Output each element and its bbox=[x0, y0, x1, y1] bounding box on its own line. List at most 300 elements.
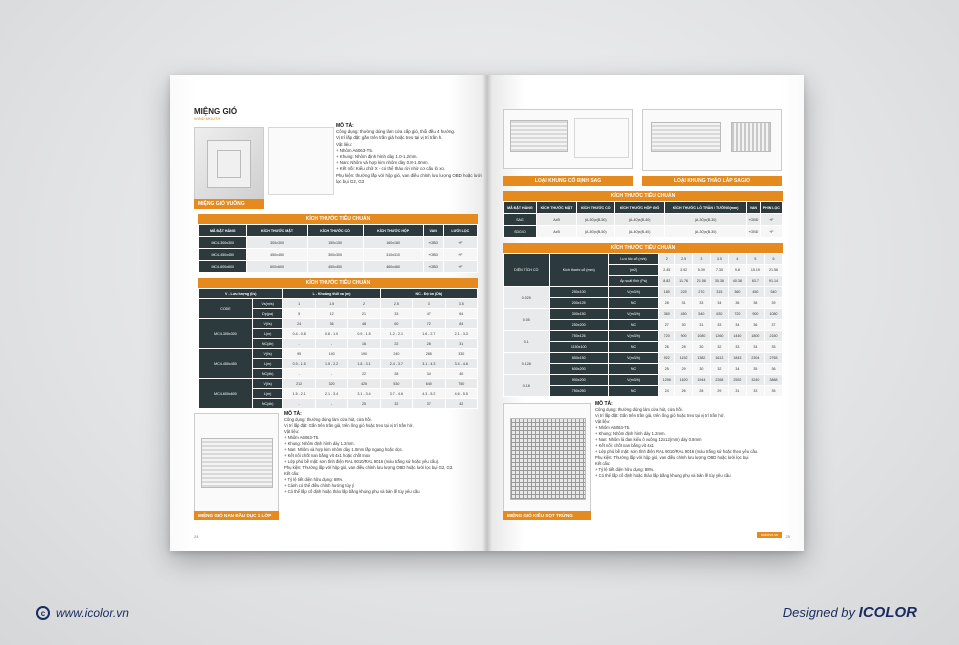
table-cell: 16 bbox=[348, 339, 380, 349]
table-cell: 0.9 - 1.5 bbox=[283, 359, 315, 369]
page-number: 25 bbox=[785, 534, 790, 539]
table-cell: Dp(pa) bbox=[252, 309, 283, 319]
table-cell: 270 bbox=[692, 287, 710, 298]
copyright-icon: c bbox=[36, 606, 50, 620]
table-cell: LƯỚI LỌC bbox=[443, 225, 477, 237]
table-cell: 3.5 bbox=[710, 254, 728, 265]
table-cell: 1150x100 bbox=[549, 342, 608, 353]
table-cell: 33 bbox=[692, 298, 710, 309]
frame-size-table bbox=[503, 201, 783, 238]
table-cell: 39 bbox=[764, 298, 782, 309]
table-cell: VAN bbox=[423, 225, 443, 237]
table-cell: 1.5 bbox=[315, 299, 347, 309]
table-cell: 28 bbox=[675, 342, 693, 353]
description-line: + Có thể lắp cố định hoặc tháo lắp bằng khung phụ và bản lề tùy yêu cầu bbox=[595, 473, 731, 478]
table-cell: NC bbox=[608, 364, 658, 375]
table-row bbox=[199, 379, 478, 389]
table-cell: 180 bbox=[659, 287, 675, 298]
table-cell: 5 bbox=[283, 309, 315, 319]
table-cell: 160x160 bbox=[363, 237, 423, 249]
table-row bbox=[504, 214, 783, 226]
table-cell: 37 bbox=[413, 399, 445, 409]
table-row bbox=[199, 237, 478, 249]
table-cell: VAN bbox=[747, 202, 760, 214]
description-line: + Khung: Nhôm định hình dày 1.2mm. bbox=[595, 431, 666, 436]
table-cell: 1613 bbox=[710, 353, 728, 364]
table-cell: 35 bbox=[764, 342, 782, 353]
table-cell: 225 bbox=[675, 287, 693, 298]
table-cell: 11.76 bbox=[675, 276, 693, 287]
table-cell: 95 bbox=[283, 349, 315, 359]
table-cell: 212 bbox=[283, 379, 315, 389]
table-cell: 48 bbox=[348, 319, 380, 329]
table-cell: 4 bbox=[728, 254, 746, 265]
table-cell: NC bbox=[608, 386, 658, 397]
technical-drawing bbox=[268, 127, 334, 195]
table-cell: MÃ ĐẶT HÀNG bbox=[199, 225, 247, 237]
table-cell: L(m) bbox=[252, 359, 283, 369]
table-cell: 720 bbox=[659, 331, 675, 342]
table-cell: 3.4 - 4.6 bbox=[445, 359, 478, 369]
table-cell: Lưu tốc cổ (m/s) bbox=[608, 254, 658, 265]
page-title: MIỆNG GIÓ bbox=[194, 107, 238, 116]
table-cell: KÍCH THƯỚC HỘP bbox=[363, 225, 423, 237]
table-cell: 4.6 - 5.5 bbox=[445, 389, 478, 399]
table-cell: 34 bbox=[728, 364, 746, 375]
table-cell: V(m3/h) bbox=[608, 375, 658, 386]
table-cell: 35 bbox=[764, 386, 782, 397]
table-row bbox=[199, 289, 478, 299]
table-cell: 285 bbox=[413, 349, 445, 359]
table-row bbox=[199, 249, 478, 261]
description-title: MÔ TẢ: bbox=[336, 123, 354, 129]
table-cell: 91.14 bbox=[764, 276, 782, 287]
description-line: Vật liệu: bbox=[284, 429, 300, 434]
airflow-table bbox=[503, 253, 783, 397]
description-line: Công dụng: thường dùng làm cửa cấp gió, thổi đều 4 hướng. bbox=[336, 129, 456, 135]
table-band: KÍCH THƯỚC TIÊU CHUẨN bbox=[503, 191, 783, 201]
table-cell: PHIN LỌC bbox=[760, 202, 782, 214]
table-cell: MC4-300x300 bbox=[199, 237, 247, 249]
table-cell: 2.1 - 3.4 bbox=[315, 389, 347, 399]
table-cell: 1.2 - 2.1 bbox=[380, 329, 412, 339]
table-cell: 2268 bbox=[710, 375, 728, 386]
table-cell: 64 bbox=[445, 309, 478, 319]
description-block bbox=[336, 123, 484, 185]
table-cell: 1.6 - 2.7 bbox=[413, 329, 445, 339]
table-band: KÍCH THƯỚC TIÊU CHUẨN bbox=[503, 243, 783, 253]
description-line: + Kết nối: chốt nan bằng vít 4x1 bbox=[595, 443, 655, 448]
table-cell: 2160 bbox=[764, 331, 782, 342]
left-page bbox=[170, 75, 487, 551]
description-line: Kết cấu: bbox=[284, 471, 300, 476]
table-cell: - bbox=[283, 339, 315, 349]
description-line: Công dụng: thường dùng làm cửa hút, cửa hồi. bbox=[284, 417, 372, 422]
table-cell: DIỆN TÍCH CỔ bbox=[504, 254, 550, 287]
table-cell: (A-50)x(B-50) bbox=[577, 214, 615, 226]
table-cell: 31 bbox=[675, 298, 693, 309]
table-cell: 300x150 bbox=[549, 309, 608, 320]
table-cell: 2592 bbox=[728, 375, 746, 386]
table-cell: 330 bbox=[445, 349, 478, 359]
table-cell: 28 bbox=[380, 369, 412, 379]
table-cell: 0.128 bbox=[504, 353, 550, 375]
table-cell: 315 bbox=[710, 287, 728, 298]
description-line: Phụ kiện: thường lắp với hộp gió, van điều chỉnh lưu lượng OBD hoặc lưới lọc bụi G2, G3 bbox=[336, 172, 482, 184]
table-cell: 0.4 - 0.8 bbox=[283, 329, 315, 339]
right-page bbox=[487, 75, 804, 551]
table-cell: (A-30)x(B-30) bbox=[665, 226, 747, 238]
table-cell: 7.35 bbox=[710, 265, 728, 276]
table-cell: 2.4 - 3.7 bbox=[380, 359, 412, 369]
table-row bbox=[504, 353, 783, 364]
table-cell: 450x450 bbox=[247, 249, 307, 261]
table-cell: AxB bbox=[536, 214, 577, 226]
table-cell: 640 bbox=[413, 379, 445, 389]
description-line: Vật liệu: bbox=[336, 141, 352, 147]
table-row bbox=[199, 349, 478, 359]
table-cell: 6 bbox=[764, 254, 782, 265]
description-line: Vật liệu: bbox=[595, 419, 611, 424]
table-cell: 5.39 bbox=[692, 265, 710, 276]
table-cell: 900x200 bbox=[549, 375, 608, 386]
table-cell: 28 bbox=[413, 339, 445, 349]
photo-caption: MIỆNG GIÓ KIỂU SỌT TRỨNG bbox=[503, 511, 591, 520]
table-row bbox=[504, 331, 783, 342]
description-line: Vị trí lắp đặt: gắn trên trần giả hoặc treo tại vị trí trần h. bbox=[336, 135, 443, 141]
description-line: + Tỷ lệ tiết diện hữu dụng: 88%. bbox=[595, 467, 655, 472]
table-cell: KÍCH THƯỚC MẶT bbox=[536, 202, 577, 214]
table-cell: 34 bbox=[710, 298, 728, 309]
table-cell: 60 bbox=[380, 319, 412, 329]
table-cell: 31 bbox=[445, 339, 478, 349]
table-cell: 1.5 - 2.2 bbox=[315, 359, 347, 369]
table-cell: 1260 bbox=[710, 331, 728, 342]
table-cell: 540 bbox=[692, 309, 710, 320]
table-cell: 1152 bbox=[675, 353, 693, 364]
table-cell: 28 bbox=[659, 298, 675, 309]
table-cell: 460x460 bbox=[363, 261, 423, 273]
table-row bbox=[504, 309, 783, 320]
description-line: + Nan: Nhôm lá đan kiểu ô vuông 12x12(mm) dày 0.8mm bbox=[595, 437, 702, 442]
table-cell: +OBD bbox=[423, 237, 443, 249]
description-line: Kết cấu: bbox=[595, 461, 611, 466]
table-cell: 300x300 bbox=[247, 237, 307, 249]
table-cell: +OBD bbox=[423, 261, 443, 273]
description-line: Vị trí lắp đặt: Gắn trên trần giả, trên ống gió hoặc treo tại vị trí trần hở. bbox=[595, 413, 725, 418]
table-cell: 26 bbox=[659, 342, 675, 353]
table-cell: 25 bbox=[659, 364, 675, 375]
table-cell: 40 bbox=[445, 369, 478, 379]
table-cell: Áp suất tĩnh (Pa) bbox=[608, 276, 658, 287]
table-cell: 29 bbox=[675, 364, 693, 375]
table-cell: 34 bbox=[413, 369, 445, 379]
table-cell: 630 bbox=[710, 309, 728, 320]
description-line: + Khung: Nhôm định hình dày 1.0-1.2mm. bbox=[336, 154, 418, 160]
table-cell: 300x300 bbox=[307, 249, 363, 261]
table-cell: 38 bbox=[746, 298, 764, 309]
table-cell: L(m) bbox=[252, 389, 283, 399]
table-cell: NC bbox=[608, 298, 658, 309]
table-cell: 47 bbox=[413, 309, 445, 319]
table-cell: 3888 bbox=[764, 375, 782, 386]
table-cell: 27 bbox=[659, 320, 675, 331]
table-cell: +F bbox=[760, 214, 782, 226]
table-cell: 3.1 - 4.3 bbox=[413, 359, 445, 369]
table-band: KÍCH THƯỚC TIÊU CHUẨN bbox=[198, 278, 478, 288]
table-cell: 0.025 bbox=[504, 287, 550, 309]
table-cell: 37 bbox=[764, 320, 782, 331]
table-cell: 33 bbox=[380, 309, 412, 319]
photo-caption: LOẠI KHUNG CỐ ĐỊNH SAG bbox=[503, 176, 633, 186]
table-cell: MC4-600x600 bbox=[199, 379, 253, 409]
table-cell: 1.8 - 3.1 bbox=[348, 359, 380, 369]
table-cell: +OBD bbox=[747, 226, 760, 238]
table-cell: 32 bbox=[710, 342, 728, 353]
fixed-frame-photo bbox=[503, 109, 633, 169]
table-cell: 2.5 bbox=[380, 299, 412, 309]
table-cell: Vs(m/s) bbox=[252, 299, 283, 309]
table-cell: 1.5 - 2.1 bbox=[283, 389, 315, 399]
eggcrate-grille-photo bbox=[503, 403, 591, 519]
table-cell: 360 bbox=[728, 287, 746, 298]
table-cell: 900 bbox=[746, 309, 764, 320]
table-cell: +OBD bbox=[747, 214, 760, 226]
table-cell: 3.1 - 3.4 bbox=[348, 389, 380, 399]
table-cell: SAG bbox=[504, 214, 537, 226]
table-cell: 250x100 bbox=[549, 287, 608, 298]
table-cell: L(m) bbox=[252, 329, 283, 339]
table-cell: 25 bbox=[348, 399, 380, 409]
table-cell: V(l/s) bbox=[252, 379, 283, 389]
table-cell: V(l/s) bbox=[252, 319, 283, 329]
description-lines bbox=[595, 407, 790, 479]
table-cell: 360 bbox=[659, 309, 675, 320]
website-link[interactable] bbox=[36, 606, 129, 620]
table-cell: 36 bbox=[728, 298, 746, 309]
description-line: + Nhôm A6063-T5. bbox=[336, 147, 373, 153]
table-cell: 9.8 bbox=[728, 265, 746, 276]
description-title: MÔ TẢ: bbox=[284, 411, 302, 417]
table-cell: (A-50)x(B-50) bbox=[577, 226, 615, 238]
table-cell: 2 bbox=[659, 254, 675, 265]
table-cell: 72 bbox=[413, 319, 445, 329]
table-cell: 30 bbox=[692, 364, 710, 375]
table-cell: 250x200 bbox=[549, 320, 608, 331]
table-cell: 33 bbox=[746, 386, 764, 397]
table-cell: 30 bbox=[692, 342, 710, 353]
table-cell: 22 bbox=[348, 369, 380, 379]
table-cell: V(m3/h) bbox=[608, 331, 658, 342]
table-cell: 31 bbox=[692, 320, 710, 331]
table-cell: MC4-300x300 bbox=[199, 319, 253, 349]
table-cell: 922 bbox=[659, 353, 675, 364]
performance-table bbox=[198, 288, 478, 409]
table-cell: NC(db) bbox=[252, 339, 283, 349]
table-cell: 35 bbox=[746, 364, 764, 375]
table-cell: 1620 bbox=[675, 375, 693, 386]
table-cell: 12 bbox=[315, 309, 347, 319]
table-cell: 33 bbox=[710, 320, 728, 331]
table-cell: 22 bbox=[380, 339, 412, 349]
description-lines bbox=[284, 417, 479, 495]
table-cell: 34 bbox=[746, 342, 764, 353]
table-cell: 3.92 bbox=[675, 265, 693, 276]
table-cell: 24 bbox=[659, 386, 675, 397]
table-cell: 21 bbox=[348, 309, 380, 319]
table-cell: 2 bbox=[348, 299, 380, 309]
table-cell: MC4-600x600 bbox=[199, 261, 247, 273]
table-cell: 530 bbox=[380, 379, 412, 389]
table-cell: KÍCH THƯỚC CỔ bbox=[577, 202, 615, 214]
table-cell: 1440 bbox=[728, 331, 746, 342]
table-cell: 32 bbox=[710, 364, 728, 375]
table-cell: 310x310 bbox=[363, 249, 423, 261]
description-line: Phụ kiện: Thường lắp với hộp gió, van điều chỉnh lưu lượng OBD hoặc lưới lọc bụi G2, G3. bbox=[284, 465, 454, 470]
table-cell: 600x600 bbox=[247, 261, 307, 273]
oval-grille-photo bbox=[194, 413, 279, 513]
table-cell: 0.05 bbox=[504, 309, 550, 331]
page-subtitle: WIND MOUTH bbox=[194, 116, 221, 121]
table-band: KÍCH THƯỚC TIÊU CHUẨN bbox=[198, 214, 478, 224]
table-cell: 0.1 bbox=[504, 331, 550, 353]
description-block bbox=[595, 401, 790, 479]
table-cell: 1944 bbox=[692, 375, 710, 386]
book-spine bbox=[482, 75, 492, 551]
table-cell: 2.5 bbox=[675, 254, 693, 265]
description-line: + Nhôm A6063-T5. bbox=[595, 425, 631, 430]
table-cell: 8.82 bbox=[659, 276, 675, 287]
credit-prefix: Designed by bbox=[782, 605, 856, 620]
table-cell: - bbox=[315, 369, 347, 379]
description-line: Phụ kiện: Thường lắp với hộp gió, van điều chỉnh lưu lượng OBD hoặc lưới lọc bụi bbox=[595, 455, 749, 460]
table-cell: +F bbox=[443, 237, 477, 249]
table-cell: 750x250 bbox=[549, 386, 608, 397]
table-cell: 200x125 bbox=[549, 298, 608, 309]
table-cell: 36 bbox=[746, 320, 764, 331]
table-cell: 1843 bbox=[728, 353, 746, 364]
table-cell: MC4-450x450 bbox=[199, 249, 247, 261]
description-lines bbox=[336, 129, 484, 185]
table-cell: 1382 bbox=[692, 353, 710, 364]
table-cell: CODE bbox=[199, 299, 253, 319]
table-cell: +F bbox=[443, 261, 477, 273]
table-cell: 1080 bbox=[692, 331, 710, 342]
table-row bbox=[199, 299, 478, 309]
table-cell: 450x450 bbox=[307, 261, 363, 273]
table-cell: NC bbox=[608, 342, 658, 353]
table-cell: +OBD bbox=[423, 249, 443, 261]
table-cell: 425 bbox=[348, 379, 380, 389]
designer-credit bbox=[783, 604, 917, 621]
table-cell: 850x150 bbox=[549, 353, 608, 364]
table-cell: +F bbox=[760, 226, 782, 238]
table-cell: V(m3/h) bbox=[608, 309, 658, 320]
table-row bbox=[199, 319, 478, 329]
brand-tag: icolorvn.vn bbox=[757, 532, 782, 538]
photo-caption: LOẠI KHUNG THÁO LẮP SAG/O bbox=[642, 176, 782, 186]
table-cell: V(m3/h) bbox=[608, 353, 658, 364]
table-cell: 540 bbox=[764, 287, 782, 298]
table-cell: 63.7 bbox=[746, 276, 764, 287]
table-cell: NC bbox=[608, 320, 658, 331]
table-row bbox=[504, 287, 783, 298]
table-row bbox=[199, 225, 478, 237]
table-cell: 1800 bbox=[746, 331, 764, 342]
table-row bbox=[199, 261, 478, 273]
table-cell: 900 bbox=[675, 331, 693, 342]
removable-frame-photo bbox=[642, 109, 782, 171]
table-cell: 3.7 - 4.6 bbox=[380, 389, 412, 399]
table-cell: 720 bbox=[728, 309, 746, 320]
size-table bbox=[198, 224, 478, 273]
description-line: + Lớp phủ bề mặt: sơn tĩnh điện RAL 9010/RAL 9016 (màu trắng sứ hoặc yêu cầu). bbox=[284, 459, 440, 464]
table-cell: 26 bbox=[675, 386, 693, 397]
square-diffuser-photo bbox=[194, 127, 264, 202]
photo-caption: MIỆNG GIÓ VUÔNG bbox=[194, 199, 264, 209]
description-line: + Kết nối: Kiểu chữ X - có thể tháo rời nhờ cơ cấu lò xo. bbox=[336, 166, 446, 172]
table-cell: 3240 bbox=[746, 375, 764, 386]
table-cell: 40.38 bbox=[728, 276, 746, 287]
table-row bbox=[504, 375, 783, 386]
description-line: + Nhôm A6063-T5. bbox=[284, 435, 320, 440]
table-cell: 1 bbox=[283, 299, 315, 309]
page-number: 24 bbox=[194, 534, 199, 539]
table-cell: 0.8 - 1.0 bbox=[315, 329, 347, 339]
table-cell: (A-40)x(B-40) bbox=[615, 226, 665, 238]
description-line: + Nan: Nhôm và hợp kim nhôm dày 0.8-1.0mm. bbox=[336, 160, 429, 166]
description-line: + Nan: Nhôm và hợp kim nhôm dày 1.0mm lắp ngang hoặc dọc. bbox=[284, 447, 404, 452]
table-cell: 2765 bbox=[764, 353, 782, 364]
table-cell: 0.9 - 1.5 bbox=[348, 329, 380, 339]
table-cell: 21.56 bbox=[692, 276, 710, 287]
table-cell: MC4-450x450 bbox=[199, 349, 253, 379]
table-cell: 24 bbox=[283, 319, 315, 329]
table-row bbox=[504, 226, 783, 238]
table-cell: 2.1 - 3.3 bbox=[445, 329, 478, 339]
table-cell: V(l/s) bbox=[252, 349, 283, 359]
table-cell: 21.56 bbox=[764, 265, 782, 276]
table-cell: 2.45 bbox=[659, 265, 675, 276]
table-cell: 36 bbox=[315, 319, 347, 329]
table-cell: 5 bbox=[746, 254, 764, 265]
table-cell: KÍCH THƯỚC CỔ bbox=[307, 225, 363, 237]
table-cell: KÍCH THƯỚC HỘP GIÓ bbox=[615, 202, 665, 214]
table-cell: MÃ ĐẶT HÀNG bbox=[504, 202, 537, 214]
description-title: MÔ TẢ: bbox=[595, 401, 613, 407]
table-cell: - bbox=[283, 399, 315, 409]
description-line: Vị trí lắp đặt: Gắn trên trần giả, trên ống gió hoặc treo tại vị trí trần hở. bbox=[284, 423, 414, 428]
table-cell: 1080 bbox=[764, 309, 782, 320]
table-cell: - bbox=[315, 339, 347, 349]
table-cell: 320 bbox=[315, 379, 347, 389]
table-cell: 750x125 bbox=[549, 331, 608, 342]
table-cell: 3 bbox=[692, 254, 710, 265]
table-cell: 2304 bbox=[746, 353, 764, 364]
table-cell: KÍCH THƯỚC LỖ TRẦN / TƯỜNG(mm) bbox=[665, 202, 747, 214]
description-line: Công dụng: thường dùng làm cửa hút, cửa hồi. bbox=[595, 407, 683, 412]
credit-brand: ICOLOR bbox=[858, 604, 917, 621]
table-cell: 30.38 bbox=[710, 276, 728, 287]
description-line: + Có thể lắp cố định hoặc tháo lắp bằng khung phụ và bản lề tùy yêu cầu bbox=[284, 489, 420, 494]
table-cell: 42 bbox=[445, 399, 478, 409]
table-row bbox=[504, 254, 783, 265]
table-cell: NC(db) bbox=[252, 369, 283, 379]
table-cell: NC - Độ ồn (Db) bbox=[380, 289, 477, 299]
table-cell: KÍCH THƯỚC MẶT bbox=[247, 225, 307, 237]
table-cell: V(m3/h) bbox=[608, 287, 658, 298]
table-cell: 28 bbox=[692, 386, 710, 397]
